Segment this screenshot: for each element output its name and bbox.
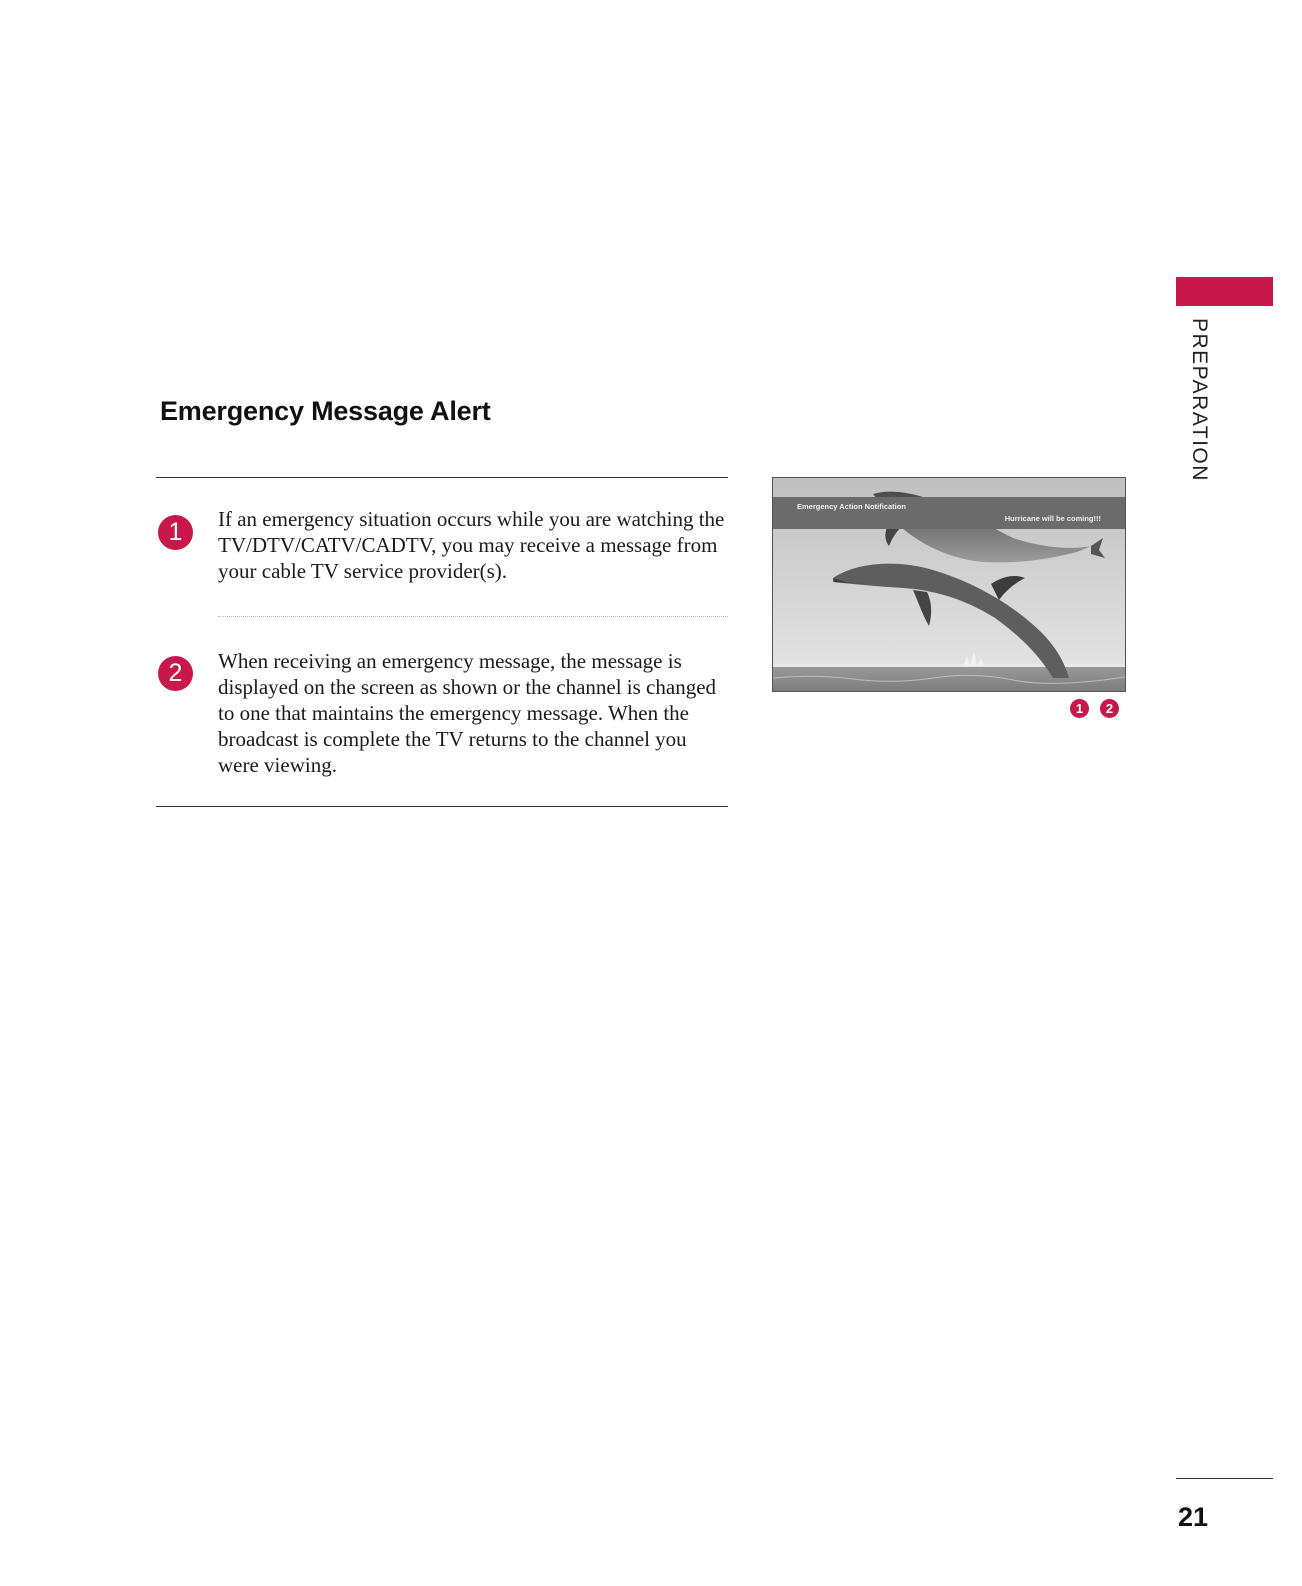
footer-divider	[1176, 1478, 1273, 1479]
ref-marker-2: 2	[1100, 699, 1119, 718]
bottom-divider	[156, 806, 728, 807]
alert-title: Emergency Action Notification	[797, 502, 906, 511]
section-tab-label: PREPARATION	[1188, 318, 1211, 482]
step-2-text: When receiving an emergency message, the message is displayed on the screen as shown or the channel is changed to one that maintains the emergency message. When the broadcast is complete the TV returns to the channel you were viewing.	[218, 649, 717, 777]
tv-screen-illustration	[772, 477, 1126, 692]
section-tab-marker	[1176, 277, 1273, 306]
top-divider	[156, 477, 728, 478]
page-number: 21	[1178, 1502, 1209, 1532]
step-divider	[218, 616, 728, 617]
step-1-marker: 1	[158, 515, 193, 550]
step-2-marker: 2	[158, 656, 193, 691]
section-title: Emergency Message Alert	[160, 396, 491, 426]
step-1-text: If an emergency situation occurs while you are watching the TV/DTV/CATV/CADTV, you may receive a message from your cable TV service provider(s).	[218, 507, 725, 583]
ref-marker-1: 1	[1070, 699, 1089, 718]
emergency-alert-banner	[773, 497, 1125, 529]
alert-message: Hurricane will be coming!!!	[1004, 514, 1101, 523]
